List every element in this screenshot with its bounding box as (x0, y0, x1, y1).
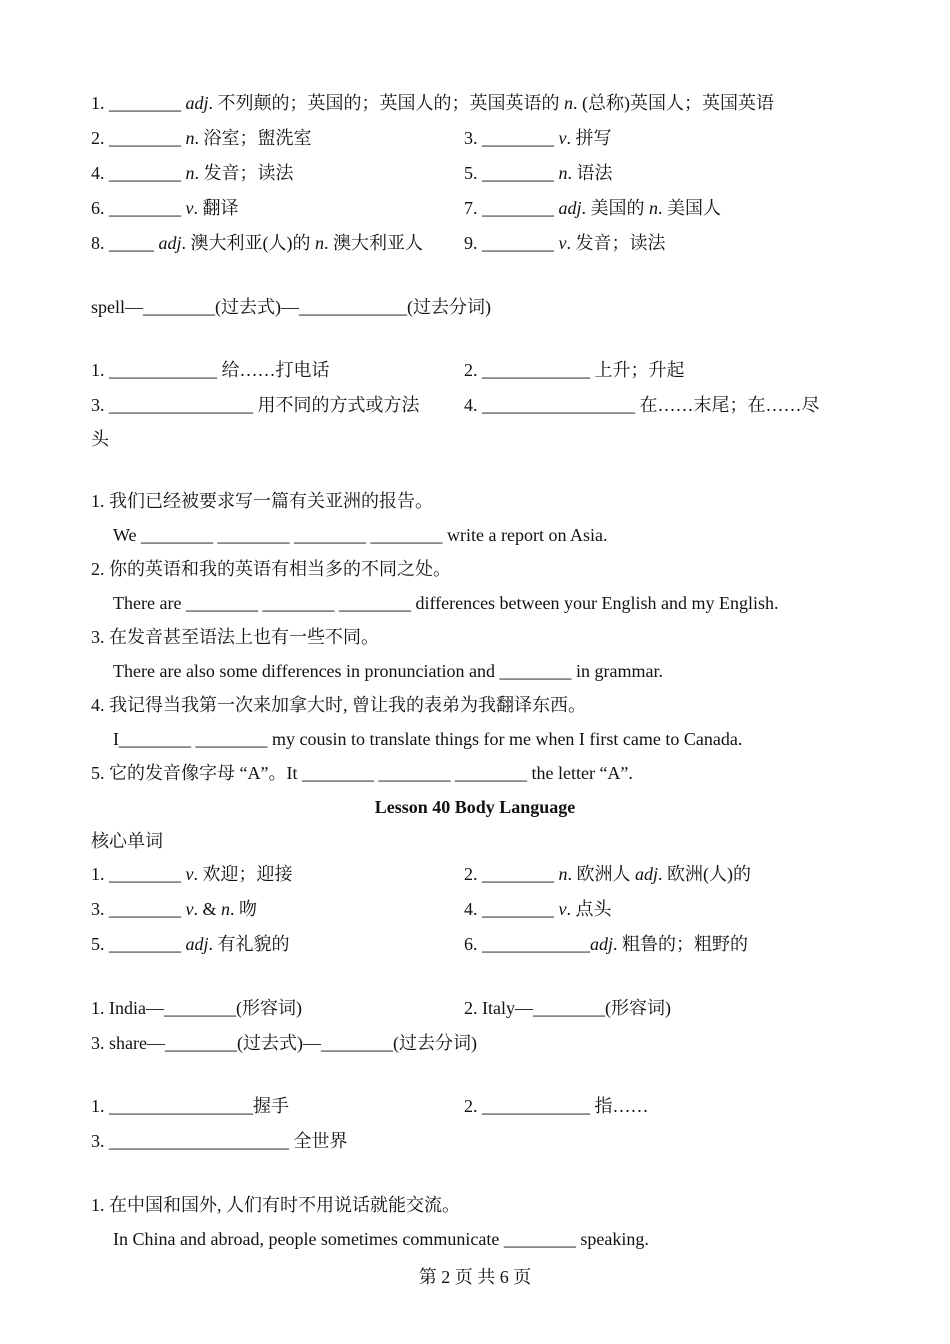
phrase-item: 1. ____________ 给……打电话 (91, 360, 330, 380)
sentence-chinese: 5. 它的发音像字母 “A”。It ________ ________ ________ the letter “A”. (91, 763, 633, 783)
phrase-item: 4. _________________ 在……末尾；在……尽 (464, 395, 820, 415)
vocab-item: 9. ________ v. 发音；读法 (464, 233, 666, 253)
sentence-english: In China and abroad, people sometimes communicate ________ speaking. (113, 1229, 649, 1249)
word-form-item: 1. India—________(形容词) (91, 998, 302, 1018)
vocab-item: 3. ________ v. & n. 吻 (91, 899, 258, 919)
sentence-chinese: 3. 在发音甚至语法上也有一些不同。 (91, 627, 379, 647)
phrase-item: 3. ____________________ 全世界 (91, 1131, 348, 1151)
sentence-chinese: 4. 我记得当我第一次来加拿大时, 曾让我的表弟为我翻译东西。 (91, 695, 586, 715)
word-form-item: spell—________(过去式)—____________(过去分词) (91, 297, 491, 317)
vocab-item: 2. ________ n. 欧洲人 adj. 欧洲(人)的 (464, 864, 752, 884)
vocab-item: 4. ________ v. 点头 (464, 899, 612, 919)
sentence-english: We ________ ________ ________ ________ write a report on Asia. (113, 525, 608, 545)
vocab-item: 6. ________ v. 翻译 (91, 198, 239, 218)
phrase-item: 1. ________________握手 (91, 1096, 289, 1116)
phrase-item: 2. ____________ 指…… (464, 1096, 649, 1116)
vocab-item: 7. ________ adj. 美国的 n. 美国人 (464, 198, 722, 218)
vocab-item: 2. ________ n. 浴室；盥洗室 (91, 128, 312, 148)
sentence-chinese: 2. 你的英语和我的英语有相当多的不同之处。 (91, 559, 451, 579)
vocab-item: 1. ________ v. 欢迎；迎接 (91, 864, 293, 884)
lesson-title: Lesson 40 Body Language (374, 797, 576, 817)
page-number: 第 2 页 共 6 页 (418, 1267, 532, 1287)
sentence-english: There are also some differences in pronunciation and ________ in grammar. (113, 661, 663, 681)
sentence-chinese: 1. 我们已经被要求写一篇有关亚洲的报告。 (91, 491, 433, 511)
sentence-english: There are ________ ________ ________ differences between your English and my English. (113, 593, 779, 613)
word-form-item: 3. share—________(过去式)—________(过去分词) (91, 1033, 477, 1053)
vocab-item: 1. ________ adj. 不列颠的；英国的；英国人的；英国英语的 n. (总称)英国人；英国英语 (91, 93, 775, 113)
vocab-item: 5. ________ n. 语法 (464, 163, 613, 183)
phrase-item: 2. ____________ 上升；升起 (464, 360, 685, 380)
vocab-item: 8. _____ adj. 澳大利亚(人)的 n. 澳大利亚人 (91, 233, 424, 253)
vocab-item: 4. ________ n. 发音；读法 (91, 163, 294, 183)
vocab-item: 5. ________ adj. 有礼貌的 (91, 934, 290, 954)
phrase-item: 3. ________________ 用不同的方式或方法 (91, 395, 420, 415)
section-heading: 核心单词 (91, 831, 163, 851)
sentence-chinese: 1. 在中国和国外, 人们有时不用说话就能交流。 (91, 1195, 460, 1215)
vocab-item: 6. ____________adj. 粗鲁的；粗野的 (464, 934, 749, 954)
sentence-english: I________ ________ my cousin to translate things for me when I first came to Canada. (113, 729, 743, 749)
vocab-item: 3. ________ v. 拼写 (464, 128, 612, 148)
phrase-item-wrap: 头 (91, 429, 109, 449)
word-form-item: 2. Italy—________(形容词) (464, 998, 671, 1018)
